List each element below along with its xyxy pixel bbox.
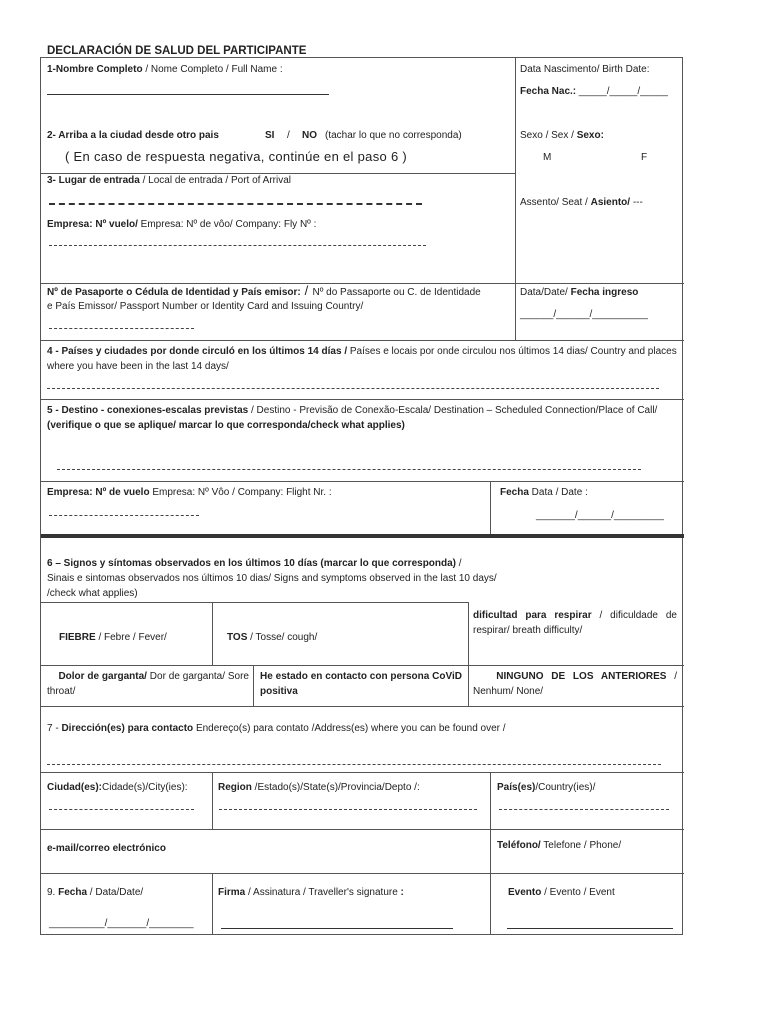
entry-date-label: Data/Date/ Fecha ingreso [520,287,639,298]
connection-date-field[interactable]: _______/______/_________ [536,510,664,521]
countries-visited-label: 4 - Países y ciudades por donde circuló en los últimos 14 días / Países e locais por onde circulou nos últimos 14 dias/ Country and places where you have been in the last 14 days/ [47,346,677,372]
passport-label-line2: e País Emissor/ Passport Number or Identity Card and Issuing Country/ [47,301,364,312]
divider [212,873,213,935]
birth-date-label: Data Nascimento/ Birth Date: [520,64,650,75]
sign-date-label: 9. Fecha / Data/Date/ [47,887,144,898]
health-declaration-form [40,57,683,935]
country-field[interactable] [499,809,669,810]
connection-flight-field[interactable] [49,515,199,516]
event-label: Evento / Evento / Event [508,887,615,898]
full-name-field[interactable] [47,79,329,95]
phone-label: Teléfono/ Telefone / Phone/ [497,840,622,851]
symptoms-label-line2: Sinais e sintomas observados nos últimos 10 dias/ Signs and symptoms observed in the last 10 days/ [47,573,497,584]
sex-option-f[interactable]: F [641,152,648,163]
passport-field[interactable] [49,328,194,329]
symptom-sore-throat[interactable]: Dolor de garganta/ Dor de garganta/ Sore throat/ [47,671,249,697]
divider [41,481,684,482]
passport-label: Nº de Pasaporte o Cédula de Identidad y País emisor: / Nº do Passaporte ou C. de Identidade [47,283,481,298]
flight-number-field[interactable] [49,245,426,246]
symptoms-label: 6 – Signos y síntomas observados en los últimos 10 días (marcar lo que corresponda) / [47,558,462,569]
option-si[interactable]: SI [265,130,275,141]
divider [41,399,684,400]
negative-answer-note: ( En caso de respuesta negativa, continúe en el paso 6 ) [65,149,408,164]
form-title: DECLARACIÓN DE SALUD DEL PARTICIPANTE [47,45,307,57]
region-label: Region /Estado(s)/State(s)/Provincia/Depto /: [218,782,420,793]
thick-divider [41,534,684,538]
sex-label: Sexo / Sex / Sexo: [520,130,604,141]
connection-date-label: Fecha Data / Date : [500,487,588,498]
entry-date-field[interactable]: ______/______/__________ [520,309,648,320]
destination-label: 5 - Destino - conexiones-escalas previstas / Destino - Previsão de Conexão-Escala/ Destination – Scheduled Connection/Place of Call/ (verifique o que se aplique/ marcar lo que corresponda/check what applies) [47,405,658,431]
countries-visited-field[interactable] [47,388,659,389]
divider [41,829,684,830]
destination-field[interactable] [57,469,641,470]
divider [41,602,468,603]
divider [41,772,684,773]
full-name-label: 1-Nombre Completo / Nome Completo / Full Name : [47,64,283,75]
symptom-breath-difficulty[interactable]: dificultad para respirar / dificuldade de respirar/ breath difficulty/ [473,610,677,636]
port-of-arrival-label: 3- Lugar de entrada / Local de entrada / Port of Arrival [47,175,292,186]
option-note: (tachar lo que no corresponda) [325,130,462,141]
contact-address-label: 7 - Dirección(es) para contacto Endereço(s) para contato /Address(es) where you can be found over / [47,723,506,734]
city-label: Ciudad(es):Cidade(s)/City(ies): [47,782,188,793]
symptom-covid-contact[interactable]: He estado en contacto con persona CoViD positiva [260,671,462,697]
seat-label: Assento/ Seat / Asiento/ --- [520,197,643,208]
option-separator: / [287,130,290,141]
sign-date-field[interactable]: __________/_______/________ [49,918,194,929]
divider [41,873,684,874]
divider [468,602,469,706]
birth-date-field[interactable]: Fecha Nac.: _____/_____/_____ [520,86,668,97]
divider [490,772,491,935]
port-of-arrival-field[interactable] [49,203,422,205]
divider [253,665,254,706]
signature-field[interactable] [221,914,453,929]
divider [41,340,684,341]
divider [41,706,684,707]
divider [515,58,516,341]
symptom-cough[interactable]: TOS / Tosse/ cough/ [227,632,318,643]
divider [490,481,491,534]
option-no[interactable]: NO [302,130,317,141]
event-field[interactable] [507,914,673,929]
divider [41,665,684,666]
sex-option-m[interactable]: M [543,152,552,163]
region-field[interactable] [219,809,477,810]
signature-label: Firma / Assinatura / Traveller's signature : [218,887,404,898]
divider [212,602,213,665]
symptom-fever[interactable]: FIEBRE / Febre / Fever/ [59,632,167,643]
contact-address-field[interactable] [47,764,661,765]
symptom-none[interactable]: NINGUNO DE LOS ANTERIORES / Nenhum/ None/ [473,671,677,697]
flight-number-label: Empresa: Nº vuelo/ Empresa: Nº de vôo/ Company: Fly Nº : [47,219,317,230]
email-label: e-mail/correo electrónico [47,843,166,854]
city-field[interactable] [49,809,194,810]
connection-flight-label: Empresa: Nº de vuelo Empresa: Nº Vôo / Company: Flight Nr. : [47,487,332,498]
country-label: País(es)/Country(ies)/ [497,782,596,793]
arrival-question: 2- Arriba a la ciudad desde otro pais [47,130,219,141]
divider [212,772,213,829]
symptoms-label-line3: /check what applies) [47,588,138,599]
